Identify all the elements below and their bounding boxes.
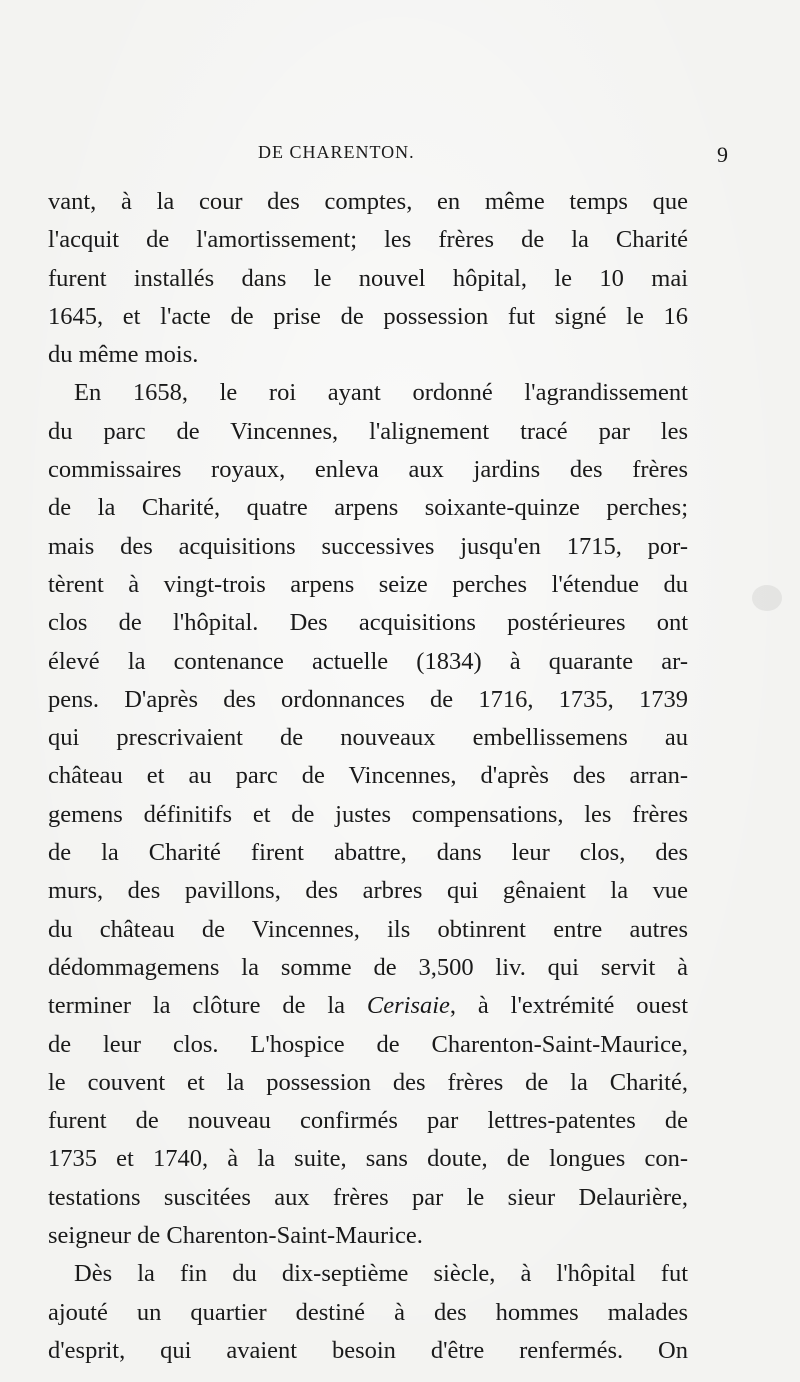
text-line: château et au parc de Vincennes, d'après des arran- <box>48 762 688 790</box>
text-line: Dès la fin du dix-septième siècle, à l'hôpital fut <box>74 1260 688 1288</box>
page-number: 9 <box>717 142 728 167</box>
text-line: commissaires royaux, enleva aux jardins des frères <box>48 456 688 484</box>
running-head <box>48 142 728 172</box>
text-line: murs, des pavillons, des arbres qui gênaient la vue <box>48 877 688 905</box>
text-line: clos de l'hôpital. Des acquisitions postérieures ont <box>48 609 688 637</box>
text-line: dédommagemens la somme de 3,500 liv. qui servit à <box>48 953 688 981</box>
paper-stain <box>752 585 782 611</box>
body-text <box>48 183 688 1370</box>
text-line: du château de Vincennes, ils obtinrent entre autres <box>48 915 688 943</box>
text-line: l'acquit de l'amortissement; les frères de la Charité <box>48 226 688 254</box>
text-line: élevé la contenance actuelle (1834) à quarante ar- <box>48 647 688 675</box>
text-line: du même mois. <box>48 341 199 369</box>
text-line: le couvent et la possession des frères de la Charité, <box>48 1068 688 1096</box>
text-line: du parc de Vincennes, l'alignement tracé par les <box>48 417 688 445</box>
running-title: DE CHARENTON. <box>258 142 415 162</box>
text-line: de leur clos. L'hospice de Charenton-Saint-Maurice, <box>48 1030 688 1058</box>
text-line: testations suscitées aux frères par le sieur Delaurière, <box>48 1183 688 1211</box>
text-line: qui prescrivaient de nouveaux embellissemens au <box>48 724 688 752</box>
text-line: 1645, et l'acte de prise de possession fut signé le 16 <box>48 302 688 330</box>
text-line: mais des acquisitions successives jusqu'en 1715, por- <box>48 532 688 560</box>
text-line: furent de nouveau confirmés par lettres-patentes de <box>48 1107 688 1135</box>
text-line: vant, à la cour des comptes, en même temps que <box>48 188 688 215</box>
text-line: furent installés dans le nouvel hôpital, le 10 mai <box>48 264 688 292</box>
text-line: de la Charité firent abattre, dans leur clos, des <box>48 839 688 867</box>
text-line: En 1658, le roi ayant ordonné l'agrandissement <box>74 379 688 407</box>
text-line: ajouté un quartier destiné à des hommes malades <box>48 1298 688 1326</box>
text-line: gemens définitifs et de justes compensations, les frères <box>48 800 688 828</box>
text-line: pens. D'après des ordonnances de 1716, 1735, 1739 <box>48 685 688 713</box>
text-line: 1735 et 1740, à la suite, sans doute, de longues con- <box>48 1145 688 1173</box>
text-line: seigneur de Charenton-Saint-Maurice. <box>48 1222 423 1250</box>
italic-word: Cerisaie <box>366 992 450 1020</box>
text-line: de la Charité, quatre arpens soixante-quinze perches; <box>48 494 688 522</box>
text-line: tèrent à vingt-trois arpens seize perches l'étendue du <box>48 570 688 598</box>
text-line: terminer la clôture de la Cerisaie, à l'extrémité ouest <box>48 992 688 1020</box>
text-line: d'esprit, qui avaient besoin d'être renfermés. On <box>48 1336 688 1364</box>
